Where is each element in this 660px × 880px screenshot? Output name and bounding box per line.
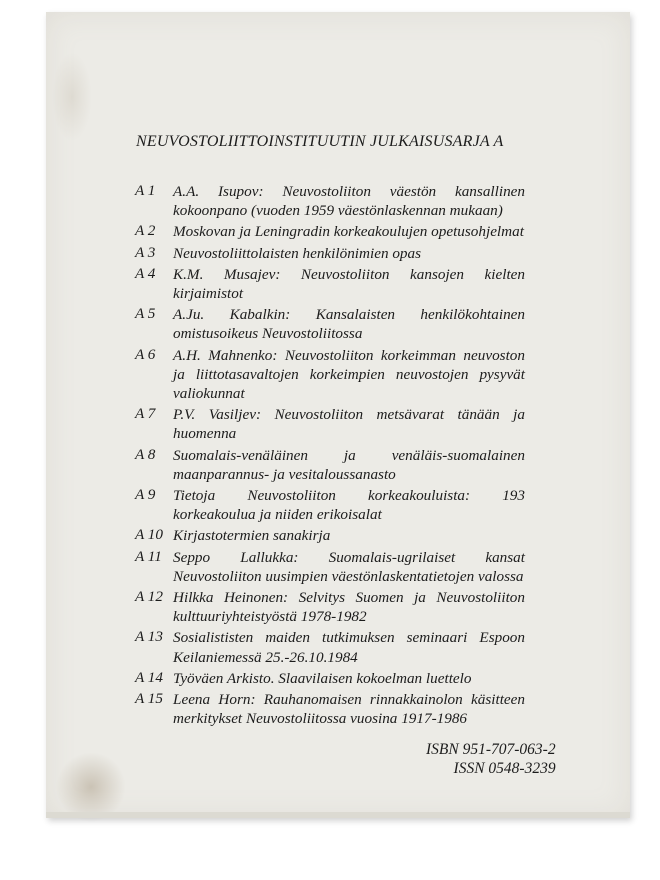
entry-code: A 8 <box>135 445 156 463</box>
entry-text: A.Ju. Kabalkin: Kansalaisten henkilökohtainen omistusoikeus Neuvostoliitossa <box>173 306 525 343</box>
list-item <box>135 405 525 443</box>
list-item <box>135 222 525 241</box>
entry-text: Kirjastotermien sanakirja <box>173 527 331 545</box>
stain-bottom-left <box>56 752 126 822</box>
entry-code: A 12 <box>135 588 163 606</box>
entry-text: A.A. Isupov: Neuvostoliiton väestön kansallinen kokoonpano (vuoden 1959 väestönlaskennan mukaan) <box>173 183 525 220</box>
entry-code: A 3 <box>135 243 156 261</box>
entry-code: A 13 <box>135 628 163 646</box>
entry-text: Seppo Lallukka: Suomalais-ugrilaiset kansat Neuvostoliiton uusimpien väestönlaskentatietojen valossa <box>173 548 525 585</box>
entry-code: A 7 <box>135 405 156 423</box>
series-title: NEUVOSTOLIITTOINSTITUUTIN JULKAISUSARJA A <box>136 133 504 150</box>
list-item <box>135 305 525 343</box>
entry-code: A 14 <box>135 668 163 686</box>
entry-text: Neuvostoliittolaisten henkilönimien opas <box>173 244 422 262</box>
entry-text: A.H. Mahnenko: Neuvostoliiton korkeimman neuvoston ja liittotasavaltojen korkeimpien neuvostojen pysyvät valiokunnat <box>173 346 525 403</box>
entry-code: A 9 <box>135 486 156 504</box>
entry-code: A 6 <box>135 345 156 363</box>
entry-text: Tietoja Neuvostoliiton korkeakouluista: 193 korkeakoulua ja niiden erikoisalat <box>173 487 525 524</box>
entry-code: A 5 <box>135 305 156 323</box>
entry-code: A 4 <box>135 264 156 282</box>
list-item <box>135 265 525 303</box>
issn-number: ISSN 0548-3239 <box>453 759 556 777</box>
publication-list <box>135 182 525 730</box>
list-item <box>135 446 525 484</box>
entry-text: Hilkka Heinonen: Selvitys Suomen ja Neuvostoliiton kulttuuriyhteistyöstä 1978-1982 <box>173 589 525 626</box>
entry-code: A 2 <box>135 222 156 240</box>
entry-text: Suomalais-venäläinen ja venäläis-suomalainen maanparannus- ja vesitaloussanasto <box>173 446 525 483</box>
list-item <box>135 346 525 404</box>
entry-text: K.M. Musajev: Neuvostoliiton kansojen kielten kirjaimistot <box>173 265 525 303</box>
entry-text: Sosialististen maiden tutkimuksen seminaari Espoon Keilaniemessä 25.-26.10.1984 <box>173 629 525 666</box>
list-item <box>135 526 525 545</box>
entry-text: Moskovan ja Leningradin korkeakoulujen opetusohjelmat <box>173 223 524 241</box>
list-item <box>135 244 525 263</box>
entry-code: A 1 <box>135 182 156 199</box>
list-item <box>135 669 525 688</box>
entry-text: Leena Horn: Rauhanomaisen rinnakkainolon käsitteen merkitykset Neuvostoliitossa vuosina 1917-1986 <box>173 691 525 728</box>
list-item <box>135 548 525 586</box>
identifiers-block <box>426 741 556 778</box>
list-item <box>135 588 525 626</box>
isbn-number: ISBN 951-707-063-2 <box>426 741 556 758</box>
entry-text: P.V. Vasiljev: Neuvostoliiton metsävarat tänään ja huomenna <box>173 406 525 443</box>
list-item <box>135 628 525 666</box>
list-item <box>135 182 525 220</box>
entry-code: A 15 <box>135 690 163 708</box>
stain-top-left <box>52 52 92 142</box>
entry-code: A 10 <box>135 526 163 544</box>
list-item <box>135 690 525 728</box>
entry-text: Työväen Arkisto. Slaavilaisen kokoelman luettelo <box>173 669 472 687</box>
list-item <box>135 486 525 524</box>
entry-code: A 11 <box>135 547 162 565</box>
